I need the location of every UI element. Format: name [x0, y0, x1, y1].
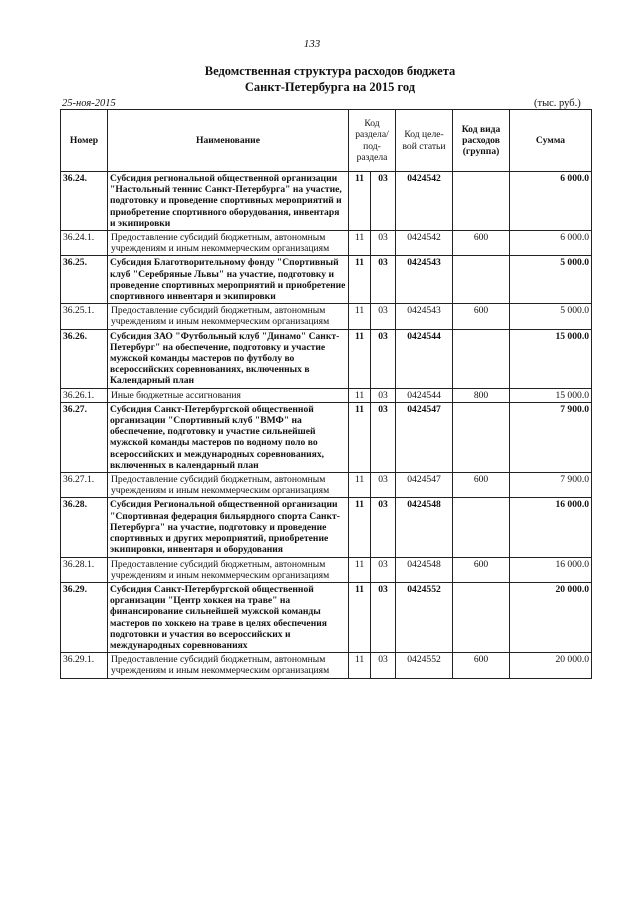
row-expense-type — [453, 582, 510, 652]
header-article: Код целе-вой статьи — [396, 110, 453, 172]
table-body — [61, 172, 592, 679]
page-number: 133 — [303, 38, 321, 50]
table-header-row — [61, 110, 592, 172]
row-subsection: 03 — [371, 582, 396, 652]
table-row — [61, 402, 592, 472]
row-article: 0424547 — [396, 402, 453, 472]
row-section: 11 — [349, 304, 371, 329]
row-section: 11 — [349, 653, 371, 678]
row-section: 11 — [349, 498, 371, 557]
row-article: 0424543 — [396, 304, 453, 329]
row-expense-type — [453, 402, 510, 472]
table-row — [61, 582, 592, 652]
row-section: 11 — [349, 231, 371, 256]
row-name: Предоставление субсидий бюджетным, автономным учреждениям и иным некоммерческим организациям — [108, 304, 349, 329]
row-name: Субсидия Региональной общественной организации "Спортивная федерация бильярдного спорта Санкт-Петербурга" на участие, подготовку и проведение спортивных и других мероприятий, приобретение экипировки, инвентаря и оборудования — [108, 498, 349, 557]
row-subsection: 03 — [371, 256, 396, 304]
row-sum: 6 000.0 — [510, 172, 592, 231]
row-name: Предоставление субсидий бюджетным, автономным учреждениям и иным некоммерческим организациям — [108, 231, 349, 256]
row-sum: 20 000.0 — [510, 582, 592, 652]
currency-units: (тыс. руб.) — [534, 98, 581, 109]
table-row — [61, 256, 592, 304]
row-article: 0424544 — [396, 329, 453, 388]
row-name: Предоставление субсидий бюджетным, автономным учреждениям и иным некоммерческим организациям — [108, 473, 349, 498]
row-name: Субсидия Благотворительному фонду "Спортивный клуб "Серебряные Львы" на участие, подготовку и проведение спортивных мероприятий и приобретение спортивного инвентаря и экипировки — [108, 256, 349, 304]
row-number: 36.25.1. — [61, 304, 108, 329]
row-sum: 7 900.0 — [510, 402, 592, 472]
row-section: 11 — [349, 329, 371, 388]
title-line-2: Санкт-Петербурга на 2015 год — [244, 80, 416, 94]
title-line-1: Ведомственная структура расходов бюджета — [204, 64, 456, 78]
row-section: 11 — [349, 402, 371, 472]
row-expense-type — [453, 498, 510, 557]
row-expense-type: 800 — [453, 388, 510, 402]
row-sum: 5 000.0 — [510, 304, 592, 329]
row-name: Иные бюджетные ассигнования — [108, 388, 349, 402]
row-number: 36.27. — [61, 402, 108, 472]
row-article: 0424552 — [396, 653, 453, 678]
row-article: 0424543 — [396, 256, 453, 304]
row-article: 0424542 — [396, 231, 453, 256]
row-sum: 7 900.0 — [510, 473, 592, 498]
row-sum: 15 000.0 — [510, 388, 592, 402]
row-expense-type: 600 — [453, 653, 510, 678]
header-name: Наименование — [108, 110, 349, 172]
row-sum: 16 000.0 — [510, 557, 592, 582]
row-name: Субсидия ЗАО "Футбольный клуб "Динамо" Санкт-Петербург" на обеспечение, подготовку и участие мужской команды мастеров по футболу во всероссийских соревнованиях, включенных в Календарный план — [108, 329, 349, 388]
row-number: 36.25. — [61, 256, 108, 304]
row-section: 11 — [349, 256, 371, 304]
row-sum: 20 000.0 — [510, 653, 592, 678]
header-number: Номер — [61, 110, 108, 172]
row-section: 11 — [349, 388, 371, 402]
row-subsection: 03 — [371, 231, 396, 256]
row-number: 36.28. — [61, 498, 108, 557]
row-section: 11 — [349, 582, 371, 652]
row-section: 11 — [349, 557, 371, 582]
row-subsection: 03 — [371, 329, 396, 388]
row-section: 11 — [349, 473, 371, 498]
table-row — [61, 231, 592, 256]
table-row — [61, 172, 592, 231]
table-row — [61, 653, 592, 678]
row-article: 0424544 — [396, 388, 453, 402]
row-name: Субсидия Санкт-Петербургской общественной организации "Центр хоккея на траве" на финансирование сильнейшей мужской команды мастеров по хоккею на траве в целях обеспечения подготовки и участия во всероссийских и международных соревнованиях — [108, 582, 349, 652]
row-number: 36.27.1. — [61, 473, 108, 498]
row-article: 0424548 — [396, 557, 453, 582]
table-row — [61, 304, 592, 329]
row-expense-type: 600 — [453, 557, 510, 582]
row-subsection: 03 — [371, 172, 396, 231]
table-row — [61, 557, 592, 582]
budget-table — [60, 109, 592, 679]
row-section: 11 — [349, 172, 371, 231]
row-number: 36.29. — [61, 582, 108, 652]
row-number: 36.26.1. — [61, 388, 108, 402]
table-row — [61, 498, 592, 557]
row-subsection: 03 — [371, 557, 396, 582]
row-expense-type — [453, 329, 510, 388]
row-article: 0424548 — [396, 498, 453, 557]
header-section: Код раздела/ под-раздела — [349, 110, 396, 172]
row-expense-type: 600 — [453, 231, 510, 256]
row-subsection: 03 — [371, 498, 396, 557]
row-expense-type — [453, 172, 510, 231]
row-name: Предоставление субсидий бюджетным, автономным учреждениям и иным некоммерческим организациям — [108, 557, 349, 582]
row-subsection: 03 — [371, 473, 396, 498]
row-expense-type — [453, 256, 510, 304]
row-sum: 5 000.0 — [510, 256, 592, 304]
document-title — [10, 63, 640, 95]
row-article: 0424547 — [396, 473, 453, 498]
row-article: 0424542 — [396, 172, 453, 231]
row-subsection: 03 — [371, 653, 396, 678]
row-number: 36.28.1. — [61, 557, 108, 582]
row-sum: 15 000.0 — [510, 329, 592, 388]
row-article: 0424552 — [396, 582, 453, 652]
table-row — [61, 329, 592, 388]
row-number: 36.29.1. — [61, 653, 108, 678]
row-number: 36.24.1. — [61, 231, 108, 256]
row-subsection: 03 — [371, 402, 396, 472]
row-sum: 16 000.0 — [510, 498, 592, 557]
row-number: 36.24. — [61, 172, 108, 231]
row-expense-type: 600 — [453, 473, 510, 498]
row-number: 36.26. — [61, 329, 108, 388]
row-name: Субсидия Санкт-Петербургской общественной организации "Спортивный клуб "ВМФ" на обеспечение, подготовку и участие сильнейшей мужской команды мастеров по водному поло во всероссийских и международных соревнованиях, включенных в календарный план — [108, 402, 349, 472]
header-sum: Сумма — [510, 110, 592, 172]
row-subsection: 03 — [371, 304, 396, 329]
row-name: Предоставление субсидий бюджетным, автономным учреждениям и иным некоммерческим организациям — [108, 653, 349, 678]
row-subsection: 03 — [371, 388, 396, 402]
report-date: 25-ноя-2015 — [62, 98, 116, 109]
row-expense-type: 600 — [453, 304, 510, 329]
row-name: Субсидия региональной общественной организации "Настольный теннис Санкт-Петербурга" на участие, подготовку и проведение спортивных мероприятий и приобретение спортивного оборудования, инвентаря и экипировки — [108, 172, 349, 231]
row-sum: 6 000.0 — [510, 231, 592, 256]
table-row — [61, 388, 592, 402]
header-expense-type: Код вида расходов (группа) — [453, 110, 510, 172]
table-row — [61, 473, 592, 498]
